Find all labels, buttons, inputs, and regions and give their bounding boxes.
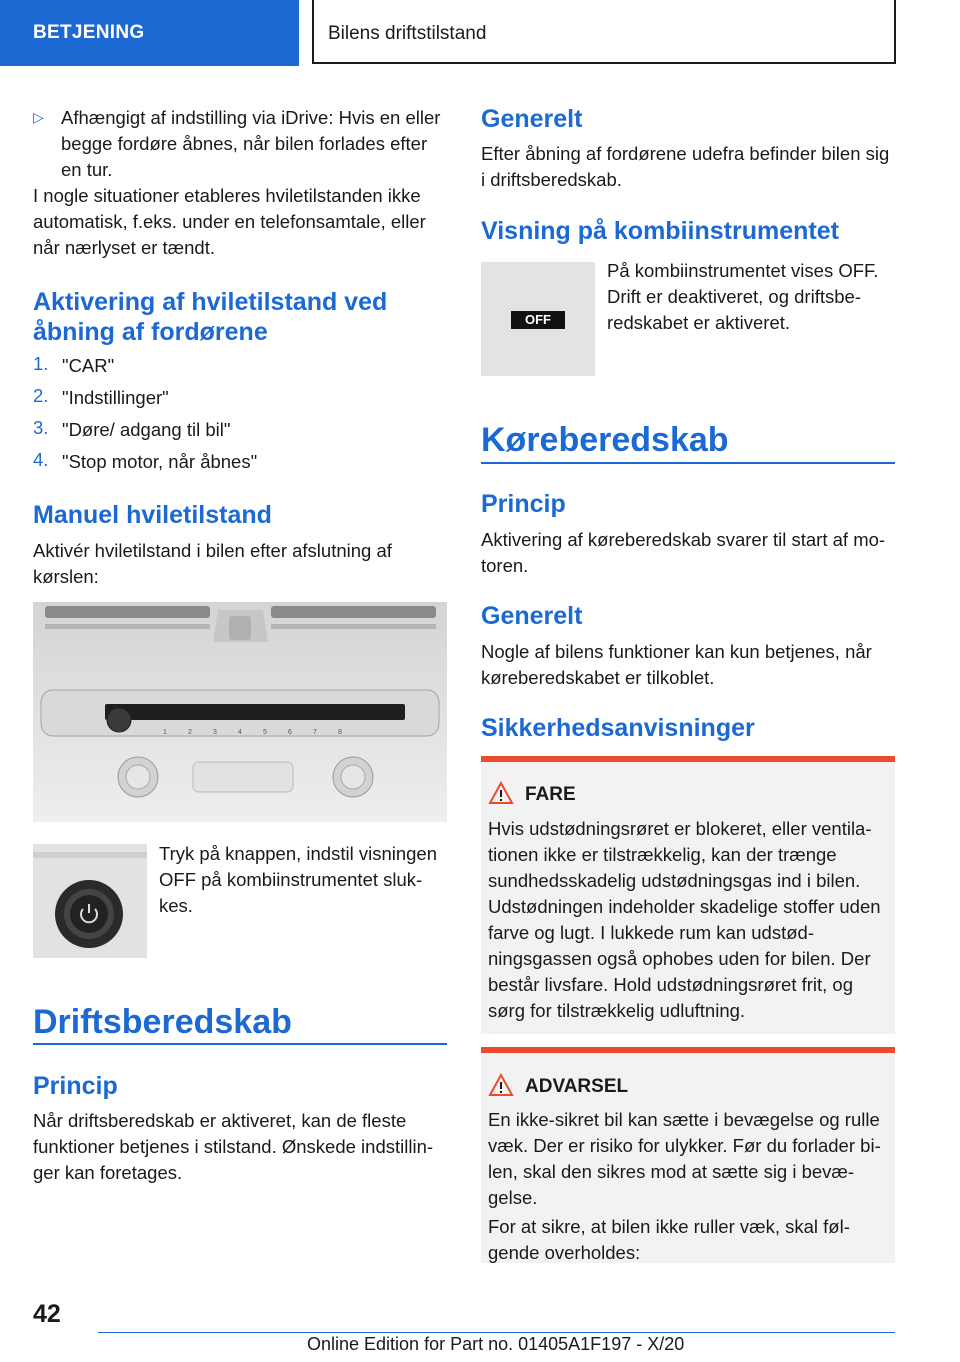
knob-caption: Tryk på knappen, indstil visningen OFF på kombiinstrumentet slukkes. <box>159 843 437 916</box>
step-text: "Døre/ adgang til bil" <box>62 419 231 440</box>
svg-text:2: 2 <box>188 729 192 736</box>
center-console-image <box>33 602 447 822</box>
steps-list <box>33 353 447 481</box>
heading-generelt-2: Generelt <box>481 602 583 630</box>
bullet-item <box>33 105 447 183</box>
warning-box <box>481 1047 895 1263</box>
heading-princip: Princip <box>33 1072 118 1100</box>
heading-driftsberedskab: Driftsberedskab <box>33 1003 292 1041</box>
heading-sikkerhed: Sikkerhedsanvisninger <box>481 714 755 742</box>
svg-text:6: 6 <box>288 729 292 736</box>
heading-activation-line1: Aktivering af hviletilstand ved <box>33 288 388 316</box>
list-item <box>33 449 447 481</box>
step-number: 2. <box>33 385 49 406</box>
off-indicator: OFF <box>511 311 565 329</box>
heading-koreberedskab: Køreberedskab <box>481 421 729 459</box>
generelt-text: Efter åbning af fordørene udefra befinder bilen sig i driftsberedskab. <box>481 143 890 190</box>
princip2-text: Aktivering af køreberedskab svarer til start af motoren. <box>481 529 886 576</box>
warning-text-1: En ikke-sikret bil kan sætte i bevægelse og rulle væk. Der er risiko for ulykker. Før du forlader bilen, skal den sikres mod at sætte sig i bevægelse. <box>488 1109 881 1208</box>
danger-title: FARE <box>525 784 576 805</box>
warning-bar <box>481 1047 895 1053</box>
heading-activation-line2: åbning af fordørene <box>33 318 268 346</box>
list-item <box>33 353 447 385</box>
list-item <box>33 385 447 417</box>
edition-note: Online Edition for Part no. 01405A1F197 - X/20 <box>307 1334 685 1354</box>
heading-underline <box>33 1043 447 1045</box>
danger-bar <box>481 756 895 762</box>
svg-text:4: 4 <box>238 729 242 736</box>
step-number: 3. <box>33 417 49 438</box>
warning-triangle-icon <box>488 1073 514 1102</box>
danger-text: Hvis udstødningsrøret er blokeret, eller ventilationen ikke er tilstrækkelig, kan der trænge sundhedsskadelig udstødningsgas ind i bilen. Udstødningen indeholder skadelige stoffer uden farve og lugt. I lukkede rum kan udstødningsgassen også ophobes uden for bilen. Der består livsfare. Hold udstødningsrøret frit, og sørg for tilstrækkelig udluftning. <box>488 818 881 1021</box>
paragraph-auto-rest: I nogle situationer etableres hviletilstanden ikke automatisk, f.eks. under en telefonsamtale, eller når nærlyset er tændt. <box>33 185 426 258</box>
bullet-text: Afhængigt af indstilling via iDrive: Hvis en eller begge fordøre åbnes, når bilen forlades efter en tur. <box>61 107 441 180</box>
heading-manual: Manuel hviletilstand <box>33 501 272 529</box>
princip-text: Når driftsberedskab er aktiveret, kan de fleste funktioner betjenes i stilstand. Ønskede indstillinger kan foretages. <box>33 1110 434 1183</box>
warning-triangle-icon <box>488 781 514 810</box>
svg-text:7: 7 <box>313 729 317 736</box>
visning-text: På kombiinstrumentet vises OFF. Drift er deaktiveret, og driftsberedskabet er aktiveret. <box>607 260 879 333</box>
step-number: 1. <box>33 353 49 374</box>
section-label: BETJENING <box>0 0 299 66</box>
step-text: "Indstillinger" <box>62 387 169 408</box>
svg-text:8: 8 <box>338 729 342 736</box>
heading-princip-2: Princip <box>481 490 566 518</box>
manual-text: Aktivér hviletilstand i bilen efter afslutning af kørslen: <box>33 540 392 587</box>
step-number: 4. <box>33 449 49 470</box>
off-display-image <box>481 262 595 376</box>
footer-rule <box>98 1332 895 1333</box>
triangle-bullet-icon: ▷ <box>33 109 44 125</box>
heading-visning: Visning på kombiinstrumentet <box>481 217 839 245</box>
svg-text:5: 5 <box>263 729 267 736</box>
heading-activation <box>33 287 447 347</box>
list-item <box>33 417 447 449</box>
power-knob-image <box>33 844 147 958</box>
generelt2-text: Nogle af bilens funktioner kan kun betjenes, når køreberedskabet er tilkoblet. <box>481 641 872 688</box>
danger-box <box>481 756 895 1034</box>
step-text: "Stop motor, når åbnes" <box>62 451 258 472</box>
warning-text-2: For at sikre, at bilen ikke ruller væk, skal følgende overholdes: <box>488 1216 850 1263</box>
page-header <box>0 0 960 66</box>
heading-underline <box>481 462 895 464</box>
svg-text:3: 3 <box>213 729 217 736</box>
svg-text:1: 1 <box>163 729 167 736</box>
step-text: "CAR" <box>62 355 115 376</box>
warning-title: ADVARSEL <box>525 1076 629 1097</box>
chapter-title: Bilens driftstilstand <box>312 0 896 64</box>
page-number: 42 <box>33 1300 61 1328</box>
heading-generelt: Generelt <box>481 105 583 133</box>
